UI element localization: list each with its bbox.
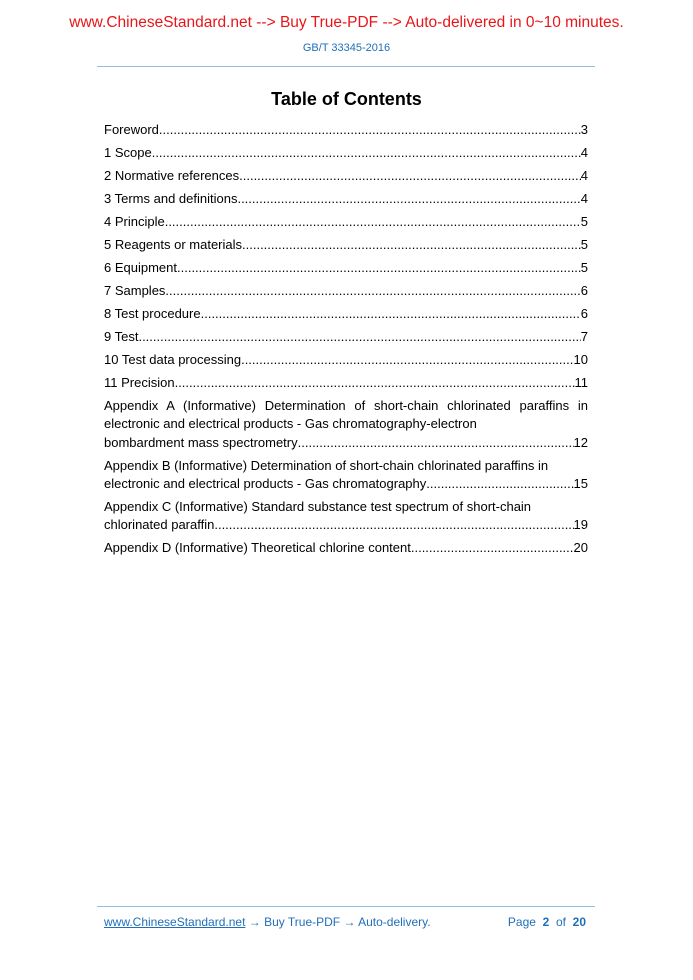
current-page: 2	[542, 915, 550, 929]
toc-entry-test-procedure[interactable]	[104, 305, 588, 323]
toc-page: 11	[574, 374, 588, 390]
toc-entry-appendix-c[interactable]	[104, 498, 588, 535]
toc-label: 11 Precision	[104, 374, 175, 390]
toc-label: 5 Reagents or materials	[104, 236, 243, 252]
footer-promo-tail: → Buy True-PDF → Auto-delivery.	[245, 915, 431, 929]
page-title: Table of Contents	[271, 89, 422, 109]
dot-leader	[239, 167, 581, 185]
dot-leader	[214, 516, 573, 534]
toc-label: 8 Test procedure	[104, 305, 201, 321]
toc-entry-equipment[interactable]	[104, 259, 588, 277]
dot-leader	[201, 305, 581, 323]
dot-leader	[138, 328, 580, 346]
total-pages: 20	[572, 915, 586, 929]
toc-page: 6	[580, 282, 588, 298]
toc-label: 1 Scope	[104, 144, 152, 160]
toc-label: 4 Principle	[104, 213, 165, 229]
toc-label-last-line: bombardment mass spectrometry	[104, 434, 298, 450]
toc-page: 12	[573, 434, 588, 450]
dot-leader	[177, 259, 581, 277]
dot-leader	[411, 539, 574, 557]
toc-label: 2 Normative references	[104, 167, 240, 183]
toc-entry-foreword[interactable]	[104, 121, 588, 139]
footer-promo	[104, 915, 431, 929]
page-label: Page	[507, 915, 536, 929]
toc-entry-appendix-d[interactable]	[104, 539, 588, 557]
toc-entry-appendix-b[interactable]	[104, 457, 588, 494]
toc-label: 3 Terms and definitions	[104, 190, 238, 206]
of-label: of	[555, 915, 566, 929]
dot-leader	[237, 190, 580, 208]
footer-link[interactable]: www.ChineseStandard.net	[104, 915, 246, 929]
dot-leader	[175, 374, 575, 392]
dot-leader	[165, 282, 580, 300]
page-number	[508, 915, 586, 929]
toc-label: 10 Test data processing	[104, 351, 242, 367]
page-footer	[104, 915, 586, 929]
toc-label: 9 Test	[104, 328, 139, 344]
toc-label: Foreword	[104, 122, 159, 137]
header-divider	[97, 66, 595, 67]
toc-label: 6 Equipment	[104, 259, 177, 275]
toc-entry-data-processing[interactable]	[104, 351, 588, 369]
toc-page: 15	[573, 476, 588, 492]
dot-leader	[426, 475, 573, 493]
toc-label: 7 Samples	[104, 282, 166, 298]
toc-entry-reagents[interactable]	[104, 236, 588, 254]
toc-entry-principle[interactable]	[104, 213, 588, 231]
dot-leader	[152, 144, 581, 162]
toc-page: 4	[580, 190, 588, 206]
toc-entry-samples[interactable]	[104, 282, 588, 300]
toc-page: 4	[580, 167, 588, 183]
toc-label: Appendix B (Informative) Determination of short-chain chlorinated paraffins in	[104, 457, 549, 473]
toc-label: Appendix A (Informative) Determination of short-chain chlorinated paraffins in electronic and electrical products - Gas chromatography-electron	[104, 397, 588, 432]
toc-page: 5	[580, 236, 588, 252]
toc-entry-test[interactable]	[104, 328, 588, 346]
toc-page: 10	[573, 351, 588, 367]
toc-label-last-line: electronic and electrical products - Gas chromatography	[104, 476, 427, 492]
toc-entry-normative-references[interactable]	[104, 167, 588, 185]
toc-label: Appendix C (Informative) Standard substance test spectrum of short-chain	[104, 499, 532, 515]
toc-label: Appendix D (Informative) Theoretical chlorine content	[104, 540, 411, 556]
toc-page: 5	[580, 213, 588, 229]
table-of-contents	[104, 121, 588, 562]
toc-page: 3	[580, 122, 588, 137]
toc-page: 6	[580, 305, 588, 321]
footer-divider	[97, 906, 595, 907]
toc-page: 19	[573, 517, 588, 533]
dot-leader	[241, 351, 573, 369]
top-banner[interactable]: www.ChineseStandard.net --> Buy True-PDF --> Auto-delivered in 0~10 minutes.	[69, 14, 624, 31]
standard-code: GB/T 33345-2016	[302, 42, 391, 54]
toc-entry-appendix-a[interactable]	[104, 397, 588, 452]
toc-entry-precision[interactable]	[104, 374, 588, 392]
toc-page: 7	[580, 328, 588, 344]
toc-page: 20	[573, 540, 588, 556]
toc-entry-scope[interactable]	[104, 144, 588, 162]
dot-leader	[165, 213, 581, 231]
dot-leader	[159, 121, 581, 139]
dot-leader	[298, 434, 574, 452]
toc-entry-terms-definitions[interactable]	[104, 190, 588, 208]
toc-page: 5	[580, 259, 588, 275]
toc-label-last-line: chlorinated paraffin	[104, 517, 215, 533]
dot-leader	[242, 236, 581, 254]
toc-page: 4	[580, 144, 588, 160]
